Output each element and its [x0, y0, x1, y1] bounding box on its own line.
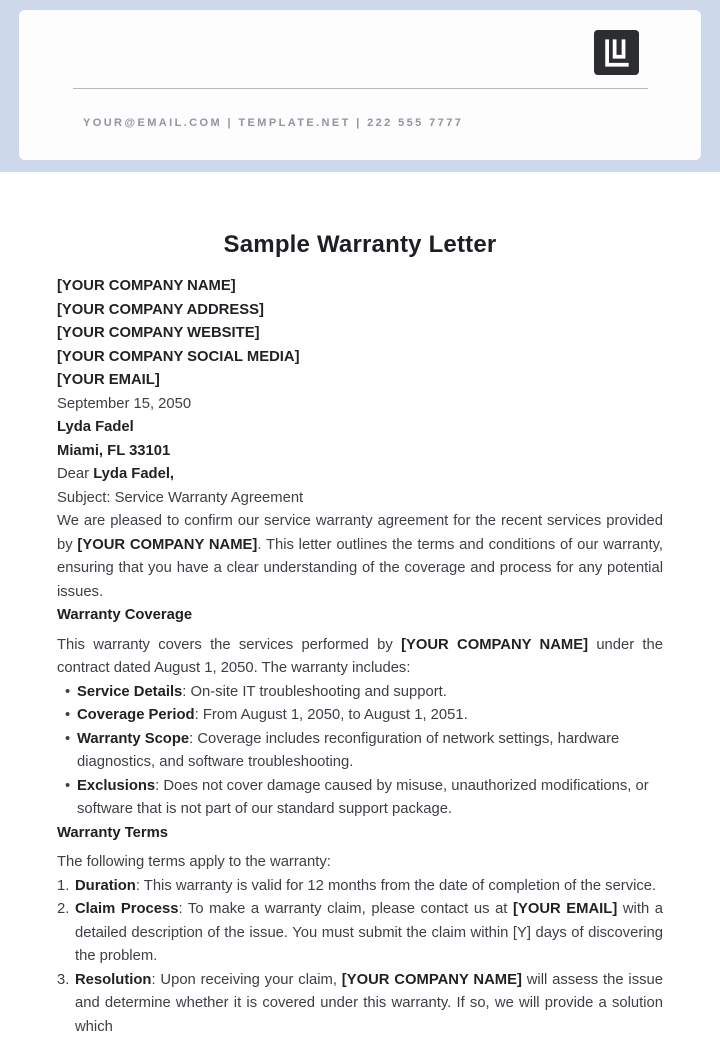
- list-item: [YOUR COMPANY WEBSITE]: [57, 322, 663, 346]
- section-heading-warranty-coverage: Warranty Coverage: [57, 604, 663, 628]
- subject-line: Subject: Service Warranty Agreement: [57, 487, 663, 511]
- text: . This letter outlines the terms and conditions of our warranty, ensuring that you have a clear understanding of the coverage and process for any potential issues.: [57, 537, 663, 600]
- bold-text: Service Details: [77, 684, 182, 700]
- bold-text: Claim Process: [75, 901, 178, 917]
- list-item: [77, 775, 663, 822]
- list-item: [77, 704, 663, 728]
- text: : This warranty is valid for 12 months from the date of completion of the service.: [136, 878, 656, 894]
- list-item: [77, 681, 663, 705]
- bold-text: Coverage Period: [77, 707, 195, 723]
- text: : On-site IT troubleshooting and support.: [182, 684, 447, 700]
- text: : From August 1, 2050, to August 1, 2051.: [195, 707, 468, 723]
- text: : To make a warranty claim, please contact us at: [178, 901, 513, 917]
- bold-text: Lyda Fadel,: [93, 466, 174, 482]
- recipient-address: [57, 440, 663, 464]
- bold-text: Warranty Scope: [77, 731, 189, 747]
- list-item: [75, 875, 663, 899]
- letterhead-card: [19, 10, 701, 160]
- text: Dear: [57, 466, 93, 482]
- letter-date: September 15, 2050: [57, 393, 663, 417]
- terms-intro: The following terms apply to the warranty:: [57, 851, 663, 875]
- text: : Upon receiving your claim,: [151, 972, 341, 988]
- list-item: [YOUR COMPANY ADDRESS]: [57, 299, 663, 323]
- salutation-line: [57, 463, 663, 487]
- recipient-address-text: Miami, FL 33101: [57, 443, 170, 459]
- letter-title: Sample Warranty Letter: [57, 228, 663, 262]
- text: under the contract dated August 1, 2050. The warranty includes:: [57, 637, 663, 677]
- coverage-paragraph: [57, 634, 663, 681]
- text: : Does not cover damage caused by misuse, unauthorized modifications, or software that is not part of our standard support package.: [77, 778, 649, 818]
- coverage-bullet-list: [57, 681, 663, 822]
- bold-text: [YOUR COMPANY NAME]: [401, 637, 588, 653]
- recipient-name-text: Lyda Fadel: [57, 419, 134, 435]
- text: with a detailed description of the issue. You must submit the claim within [Y] days of discovering the problem.: [75, 901, 663, 964]
- letterhead-band: [0, 0, 720, 172]
- list-item: [75, 898, 663, 969]
- letterhead-divider: [73, 88, 648, 89]
- bold-text: [YOUR EMAIL]: [513, 901, 617, 917]
- company-info-block: [57, 275, 663, 393]
- bold-text: Duration: [75, 878, 136, 894]
- text: will assess the issue and determine whether it is covered under this warranty. If so, we will provide a solution which: [75, 972, 663, 1035]
- recipient-name: [57, 416, 663, 440]
- bold-text: Resolution: [75, 972, 151, 988]
- text: This warranty covers the services performed by: [57, 637, 401, 653]
- intro-paragraph: [57, 510, 663, 604]
- text: We are pleased to confirm our service warranty agreement for the recent services provided by: [57, 513, 663, 553]
- letter-body: [0, 228, 720, 1039]
- section-heading-warranty-terms: Warranty Terms: [57, 822, 663, 846]
- text: : Coverage includes reconfiguration of network settings, hardware diagnostics, and software troubleshooting.: [77, 731, 619, 771]
- list-item: [YOUR EMAIL]: [57, 369, 663, 393]
- contact-line: YOUR@EMAIL.COM | TEMPLATE.NET | 222 555 7777: [83, 117, 463, 129]
- bold-text: [YOUR COMPANY NAME]: [77, 537, 257, 553]
- bold-text: [YOUR COMPANY NAME]: [342, 972, 522, 988]
- list-item: [77, 728, 663, 775]
- list-item: [YOUR COMPANY NAME]: [57, 275, 663, 299]
- lu-monogram-logo-icon: [594, 30, 639, 75]
- list-item: [YOUR COMPANY SOCIAL MEDIA]: [57, 346, 663, 370]
- terms-numbered-list: [57, 875, 663, 1039]
- bold-text: Exclusions: [77, 778, 155, 794]
- list-item: [75, 969, 663, 1039]
